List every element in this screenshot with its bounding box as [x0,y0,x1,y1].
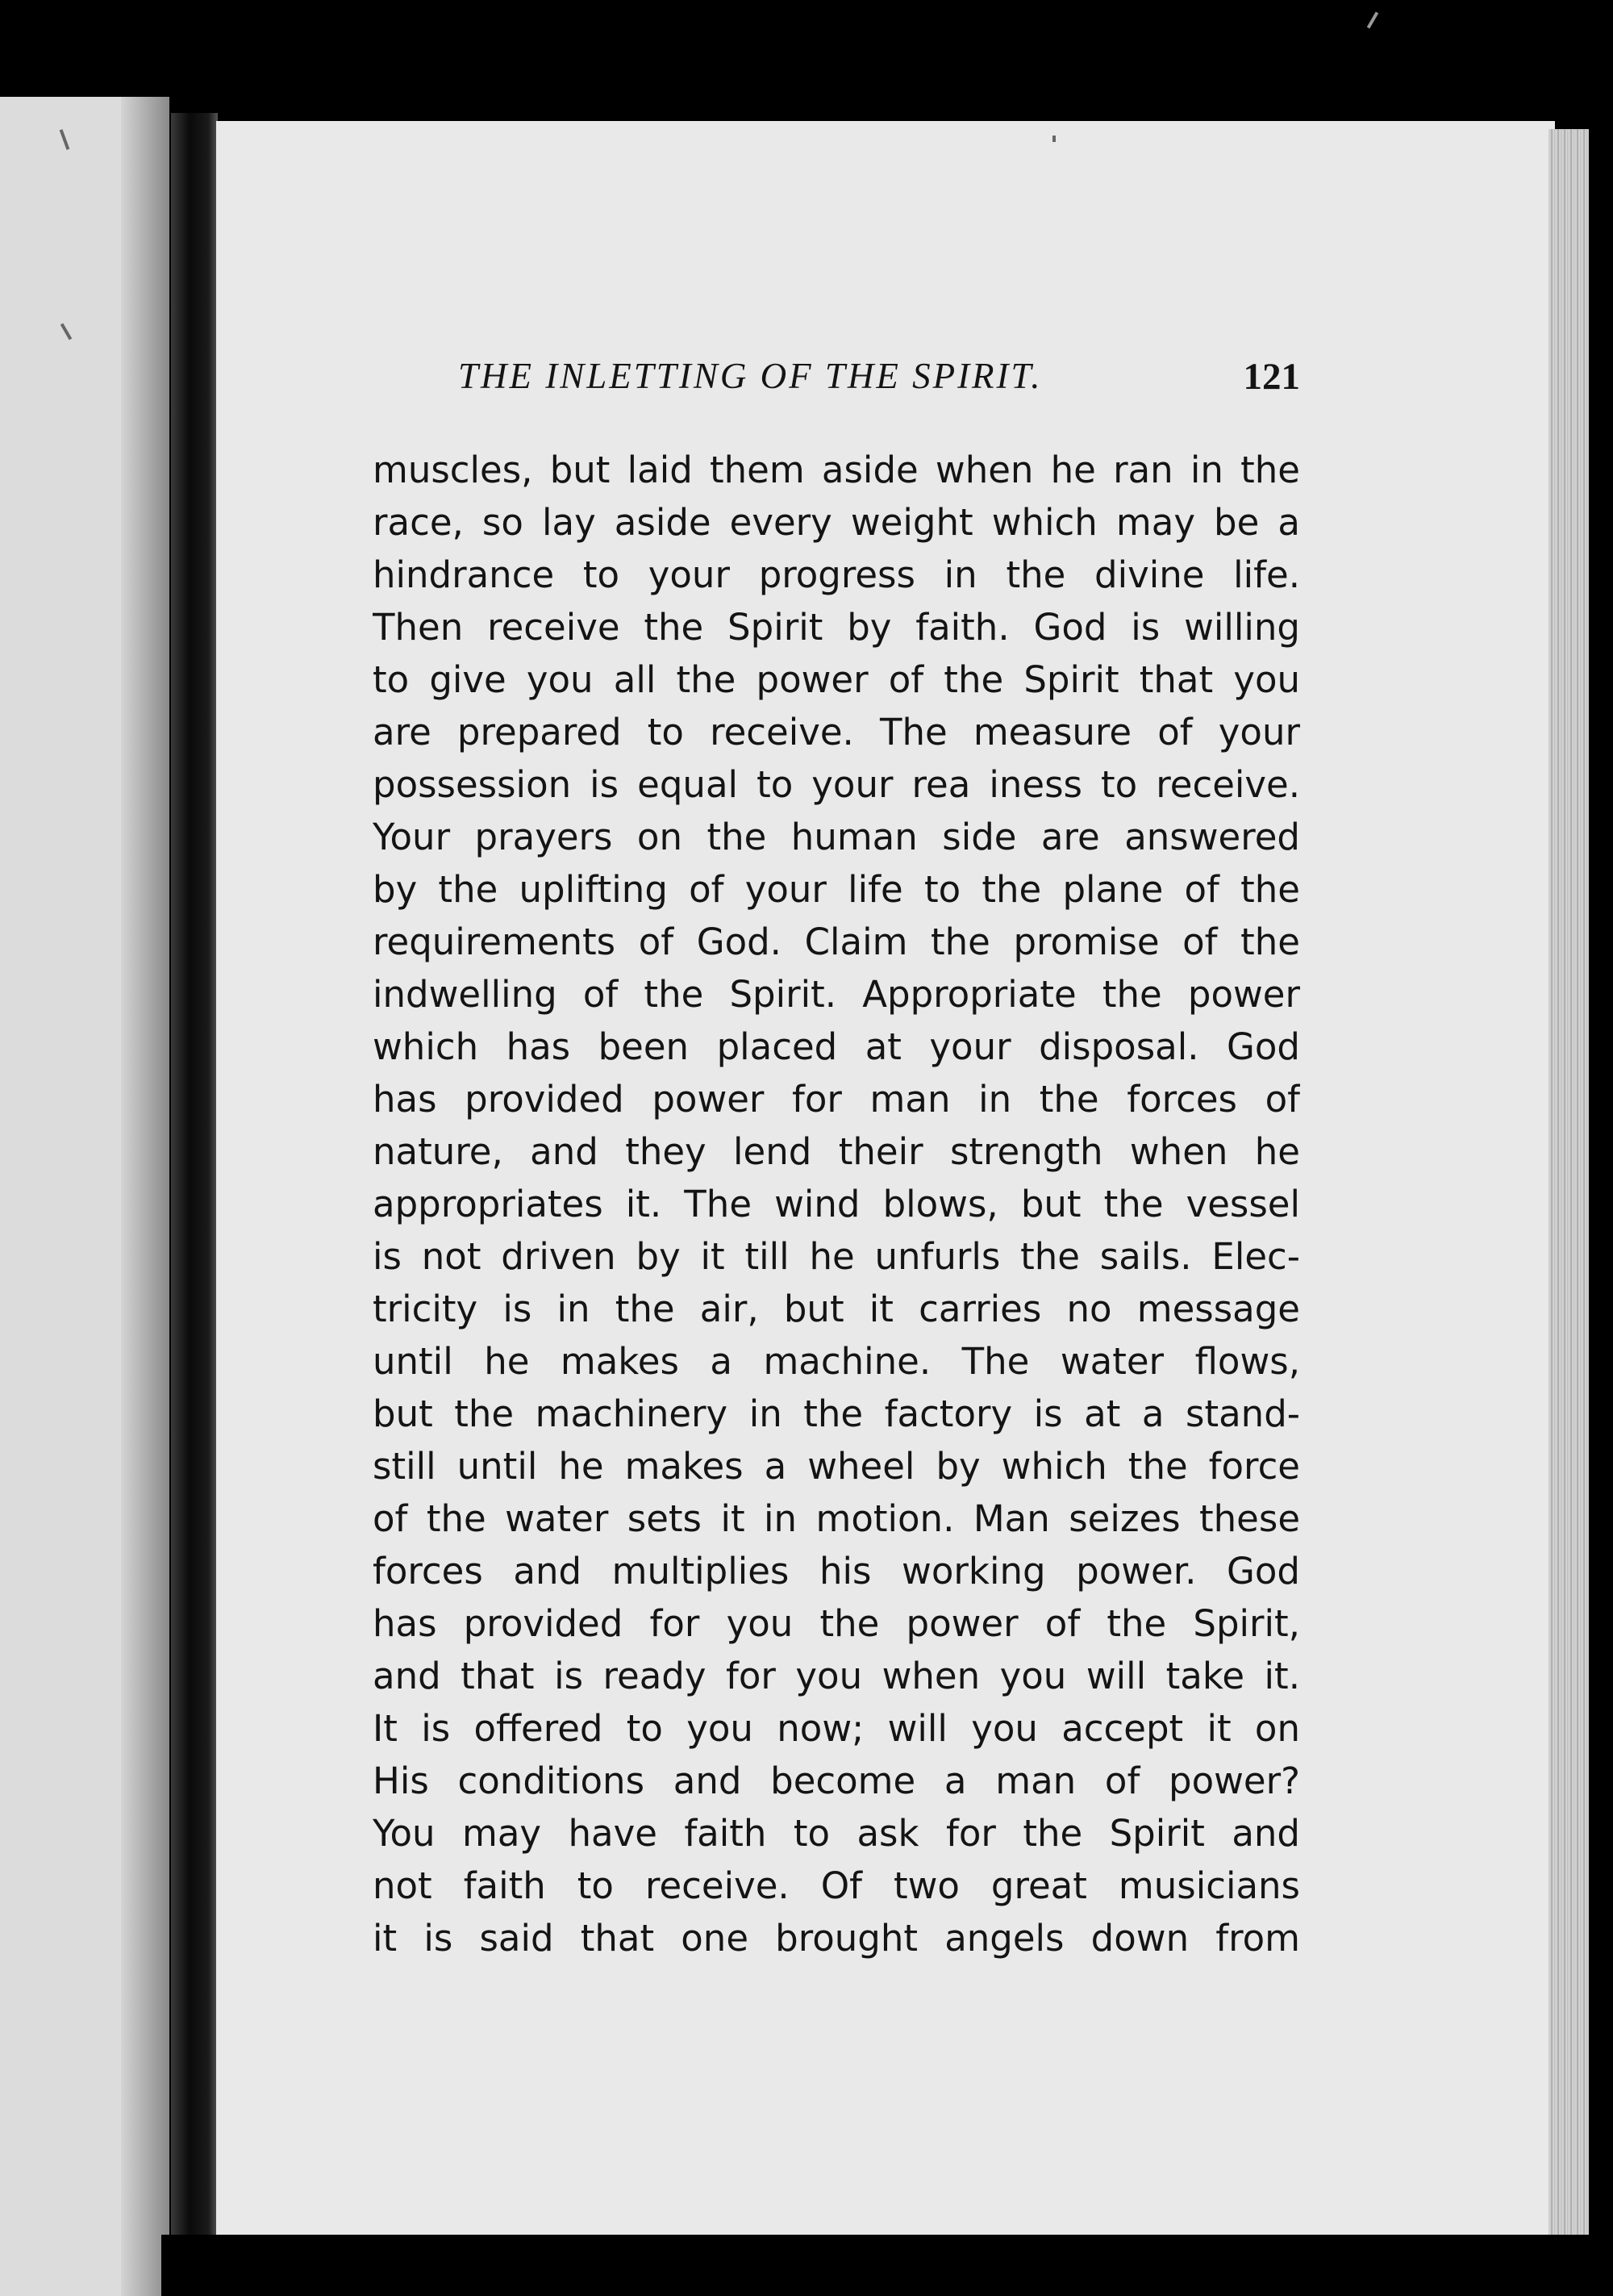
text-line: race, so lay aside every weight which may be a [373,501,1300,544]
text-line: until he makes a machine. The water flows, [373,1340,1300,1383]
text-line: forces and multiplies his working power. God [373,1550,1300,1593]
previous-page-shadow [121,97,169,2296]
text-line: has provided power for man in the forces of [373,1078,1300,1121]
text-line: still until he makes a wheel by which the force [373,1445,1300,1488]
text-line: and that is ready for you when you will take it. [373,1655,1300,1697]
running-head: THE INLETTING OF THE SPIRIT. [458,356,1043,396]
text-line: by the uplifting of your life to the plane of the [373,868,1300,911]
text-line: appropriates it. The wind blows, but the vessel [373,1183,1300,1225]
text-line: to give you all the power of the Spirit that you [373,658,1300,701]
text-line: are prepared to receive. The measure of your [373,711,1300,754]
text-line: muscles, but laid them aside when he ran in the [373,449,1300,491]
text-line: indwelling of the Spirit. Appropriate the power [373,973,1300,1016]
text-line: It is offered to you now; will you accept it on [373,1707,1300,1750]
scan-speck [1367,11,1378,28]
text-line: possession is equal to your rea iness to receive. [373,763,1300,806]
text-line: His conditions and become a man of power? [373,1760,1300,1802]
body-text [373,444,1300,1964]
text-line: it is said that one brought angels down from [373,1917,1300,1960]
text-line: has provided for you the power of the Spirit, [373,1602,1300,1645]
text-line: tricity is in the air, but it carries no message [373,1288,1300,1330]
text-line: Your prayers on the human side are answered [373,816,1300,858]
text-line: You may have faith to ask for the Spirit and [373,1812,1300,1855]
text-line: not faith to receive. Of two great musicians [373,1864,1300,1907]
text-line: Then receive the Spirit by faith. God is willing [373,606,1300,649]
text-line: is not driven by it till he unfurls the sails. Elec- [373,1235,1300,1278]
text-line: requirements of God. Claim the promise of the [373,920,1300,963]
scan-border [161,2235,1613,2296]
text-line: which has been placed at your disposal. God [373,1025,1300,1068]
text-line: nature, and they lend their strength when he [373,1130,1300,1173]
scan-speck [1052,136,1056,142]
page-stack-edges [1548,129,1589,2251]
text-line: of the water sets it in motion. Man seizes these [373,1497,1300,1540]
text-line: hindrance to your progress in the divine life. [373,553,1300,596]
text-line: but the machinery in the factory is at a stand- [373,1392,1300,1435]
page-number: 121 [1243,356,1300,398]
book-gutter [171,113,218,2296]
